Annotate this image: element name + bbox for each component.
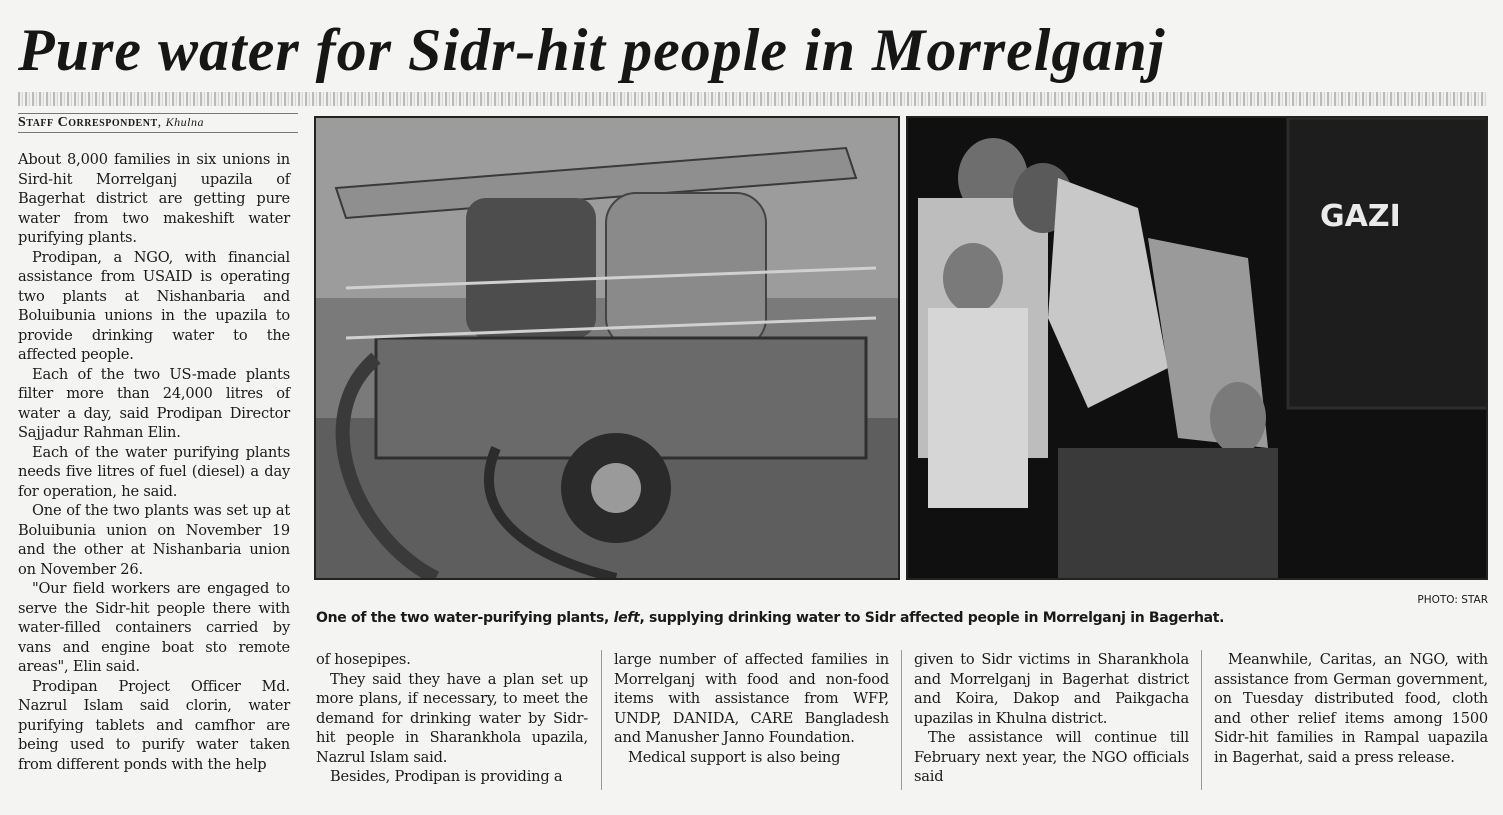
article-column-5 bbox=[1214, 650, 1488, 800]
paragraph: Prodipan, a NGO, with financial assistance from USAID is operating two plants at Nishanbaria and Boluibunia unions in the upazila to provide drinking water to the affected people. bbox=[18, 248, 290, 363]
paragraph: given to Sidr victims in Sharankhola and Morrelganj in Bagerhat district and Koira, Dakop and Paikgacha upazilas in Khulna district. bbox=[914, 651, 1189, 727]
tank-label: GAZI bbox=[1320, 199, 1401, 234]
column-divider bbox=[601, 650, 602, 790]
headline-rule bbox=[18, 92, 1488, 106]
paragraph: The assistance will continue till February next year, the NGO officials said bbox=[914, 729, 1189, 785]
photo-people-collecting-water bbox=[906, 116, 1488, 580]
paragraph: Each of the water purifying plants needs five litres of fuel (diesel) a day for operation, he said. bbox=[18, 443, 290, 500]
byline-name: Staff Correspondent bbox=[18, 115, 158, 130]
paragraph: About 8,000 families in six unions in Sird-hit Morrelganj upazila of Bagerhat district are getting pure water from two makeshift water purifying plants. bbox=[18, 151, 290, 246]
paragraph: Each of the two US-made plants filter more than 24,000 litres of water a day, said Prodipan Director Sajjadur Rahman Elin. bbox=[18, 365, 290, 441]
column-divider bbox=[1201, 650, 1202, 790]
photo-credit: PHOTO: STAR bbox=[1417, 594, 1488, 606]
paragraph: large number of affected families in Morrelganj with food and non-food items with assistance from WFP, UNDP, DANIDA, CARE Bangladesh and Manusher Janno Foundation. bbox=[614, 651, 889, 746]
paragraph: Prodipan Project Officer Md. Nazrul Islam said clorin, water purifying tablets and camfhor are being used to purify water taken from different ponds with the help bbox=[18, 677, 290, 773]
photo-water-plant-illustration bbox=[316, 118, 900, 580]
paragraph: Besides, Prodipan is providing a bbox=[330, 768, 563, 785]
paragraph: They said they have a plan set up more plans, if necessary, to meet the demand for drinking water by Sidr-hit people in Sharankhola upazila, Nazrul Islam said. bbox=[316, 670, 588, 766]
caption-text-1: One of the two water-purifying plants, bbox=[316, 610, 614, 626]
article-column-3 bbox=[614, 650, 889, 800]
photo-caption bbox=[316, 610, 1488, 632]
paragraph: "Our field workers are engaged to serve the Sidr-hit people there with water-filled containers carried by vans and engine boat sto remote areas", Elin said. bbox=[18, 580, 290, 675]
paragraph: One of the two plants was set up at Boluibunia union on November 19 and the other at Nishanbaria union on November 26. bbox=[18, 502, 290, 578]
caption-italic: left bbox=[613, 610, 640, 626]
article-column-4 bbox=[914, 650, 1189, 800]
byline: Staff Correspondent, Khulna bbox=[18, 113, 298, 133]
article-column-1 bbox=[18, 150, 290, 790]
article-column-2 bbox=[316, 650, 588, 800]
paragraph: Medical support is also being bbox=[628, 748, 841, 766]
paragraph: of hosepipes. bbox=[316, 651, 411, 668]
caption-text-2: , supplying drinking water to Sidr affected people in Morrelganj in Bagerhat. bbox=[639, 610, 1225, 626]
photo-water-plant bbox=[314, 116, 900, 580]
byline-place: Khulna bbox=[165, 115, 204, 129]
column-divider bbox=[901, 650, 902, 790]
paragraph: Meanwhile, Caritas, an NGO, with assistance from German government, on Tuesday distributed food, cloth and other relief items among 1500 Sidr-hit families in Rampal uapazila in Bagerhat, said a press release. bbox=[1214, 651, 1488, 766]
photo-people-illustration bbox=[908, 118, 1488, 580]
headline: Pure water for Sidr-hit people in Morrelganj bbox=[18, 17, 1166, 83]
